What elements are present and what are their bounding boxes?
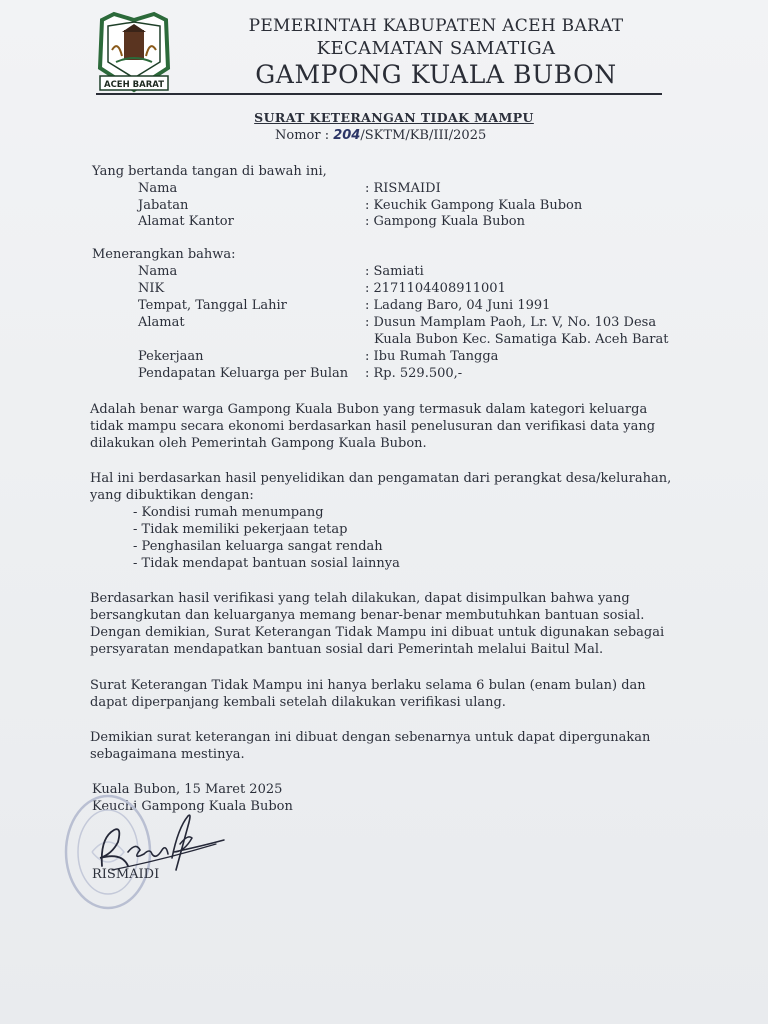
evidence-item: - Penghasilan keluarga sangat rendah (133, 539, 383, 554)
paragraph-line: sebagaimana mestinya. (90, 747, 245, 762)
signer-value: : Gampong Kuala Bubon (365, 214, 525, 229)
paragraph-line: Adalah benar warga Gampong Kuala Bubon yang termasuk dalam kategori keluarga (90, 402, 648, 417)
paragraph-line: Hal ini berdasarkan hasil penyelidikan dan pengamatan dari perangkat desa/kelurahan, (90, 471, 672, 486)
closing-place-date: Kuala Bubon, 15 Maret 2025 (92, 782, 283, 797)
paragraph-line: Berdasarkan hasil verifikasi yang telah dilakukan, dapat disimpulkan bahwa yang (90, 591, 630, 606)
evidence-item: - Tidak mendapat bantuan sosial lainnya (133, 556, 400, 571)
subject-label: Nama (138, 264, 178, 279)
subject-label: Tempat, Tanggal Lahir (138, 298, 287, 313)
subject-label: Pendapatan Keluarga per Bulan (138, 366, 349, 381)
subject-value: : 2171104408911001 (365, 281, 506, 296)
header-subdistrict: KECAMATAN SAMATIGA (316, 38, 556, 59)
signer-label: Nama (138, 181, 178, 196)
paragraph-line: bersangkutan dan keluarganya memang benar-benar membutuhkan bantuan sosial. (90, 608, 645, 623)
evidence-item: - Kondisi rumah menumpang (133, 505, 324, 520)
signer-intro: Yang bertanda tangan di bawah ini, (92, 164, 327, 179)
paragraph-line: dapat diperpanjang kembali setelah dilakukan verifikasi ulang. (90, 695, 506, 710)
header-divider (96, 93, 662, 95)
paragraph-line: dilakukan oleh Pemerintah Gampong Kuala Bubon. (90, 436, 427, 451)
letter-number-label: Nomor : (275, 128, 334, 143)
signatory-name: RISMAIDI (92, 867, 160, 882)
letter-number-rest: /SKTM/KB/III/2025 (360, 128, 487, 143)
signer-label: Jabatan (138, 198, 189, 213)
subject-label: NIK (138, 281, 165, 296)
paragraph-line: persyaratan mendapatkan bantuan sosial dari Pemerintah melalui Baitul Mal. (90, 642, 604, 657)
subject-value: : Rp. 529.500,- (365, 366, 463, 381)
letter-title: SURAT KETERANGAN TIDAK MAMPU (254, 110, 534, 125)
subject-value-continued: Kuala Bubon Kec. Samatiga Kab. Aceh Barat (374, 332, 669, 347)
paragraph-line: Dengan demikian, Surat Keterangan Tidak Mampu ini dibuat untuk digunakan sebagai (90, 625, 665, 640)
subject-label: Pekerjaan (138, 349, 204, 364)
signer-value: : RISMAIDI (365, 181, 441, 196)
paragraph-line: tidak mampu secara ekonomi berdasarkan hasil penelusuran dan verifikasi data yang (90, 419, 656, 434)
letter-number (275, 128, 486, 143)
closing-position: Keuchi Gampong Kuala Bubon (92, 799, 293, 814)
header-village: GAMPONG KUALA BUBON (255, 60, 617, 89)
evidence-item: - Tidak memiliki pekerjaan tetap (133, 522, 348, 537)
header-government: PEMERINTAH KABUPATEN ACEH BARAT (248, 16, 624, 36)
subject-value: : Ladang Baro, 04 Juni 1991 (365, 298, 551, 313)
paragraph-line: Demikian surat keterangan ini dibuat dengan sebenarnya untuk dapat dipergunakan (90, 730, 651, 745)
subject-value: : Samiati (365, 264, 424, 279)
subject-intro: Menerangkan bahwa: (92, 247, 236, 262)
letter-number-handwritten: 204 (333, 128, 361, 143)
paragraph-line: Surat Keterangan Tidak Mampu ini hanya berlaku selama 6 bulan (enam bulan) dan (90, 678, 646, 693)
aceh-barat-emblem (94, 10, 174, 96)
logo-caption: ACEH BARAT (103, 80, 165, 90)
subject-value: : Dusun Mamplam Paoh, Lr. V, No. 103 Desa (365, 315, 657, 330)
subject-value: : Ibu Rumah Tangga (365, 349, 499, 364)
signer-value: : Keuchik Gampong Kuala Bubon (365, 198, 583, 213)
paragraph-line: yang dibuktikan dengan: (90, 488, 254, 503)
signer-label: Alamat Kantor (138, 214, 234, 229)
subject-label: Alamat (138, 315, 185, 330)
